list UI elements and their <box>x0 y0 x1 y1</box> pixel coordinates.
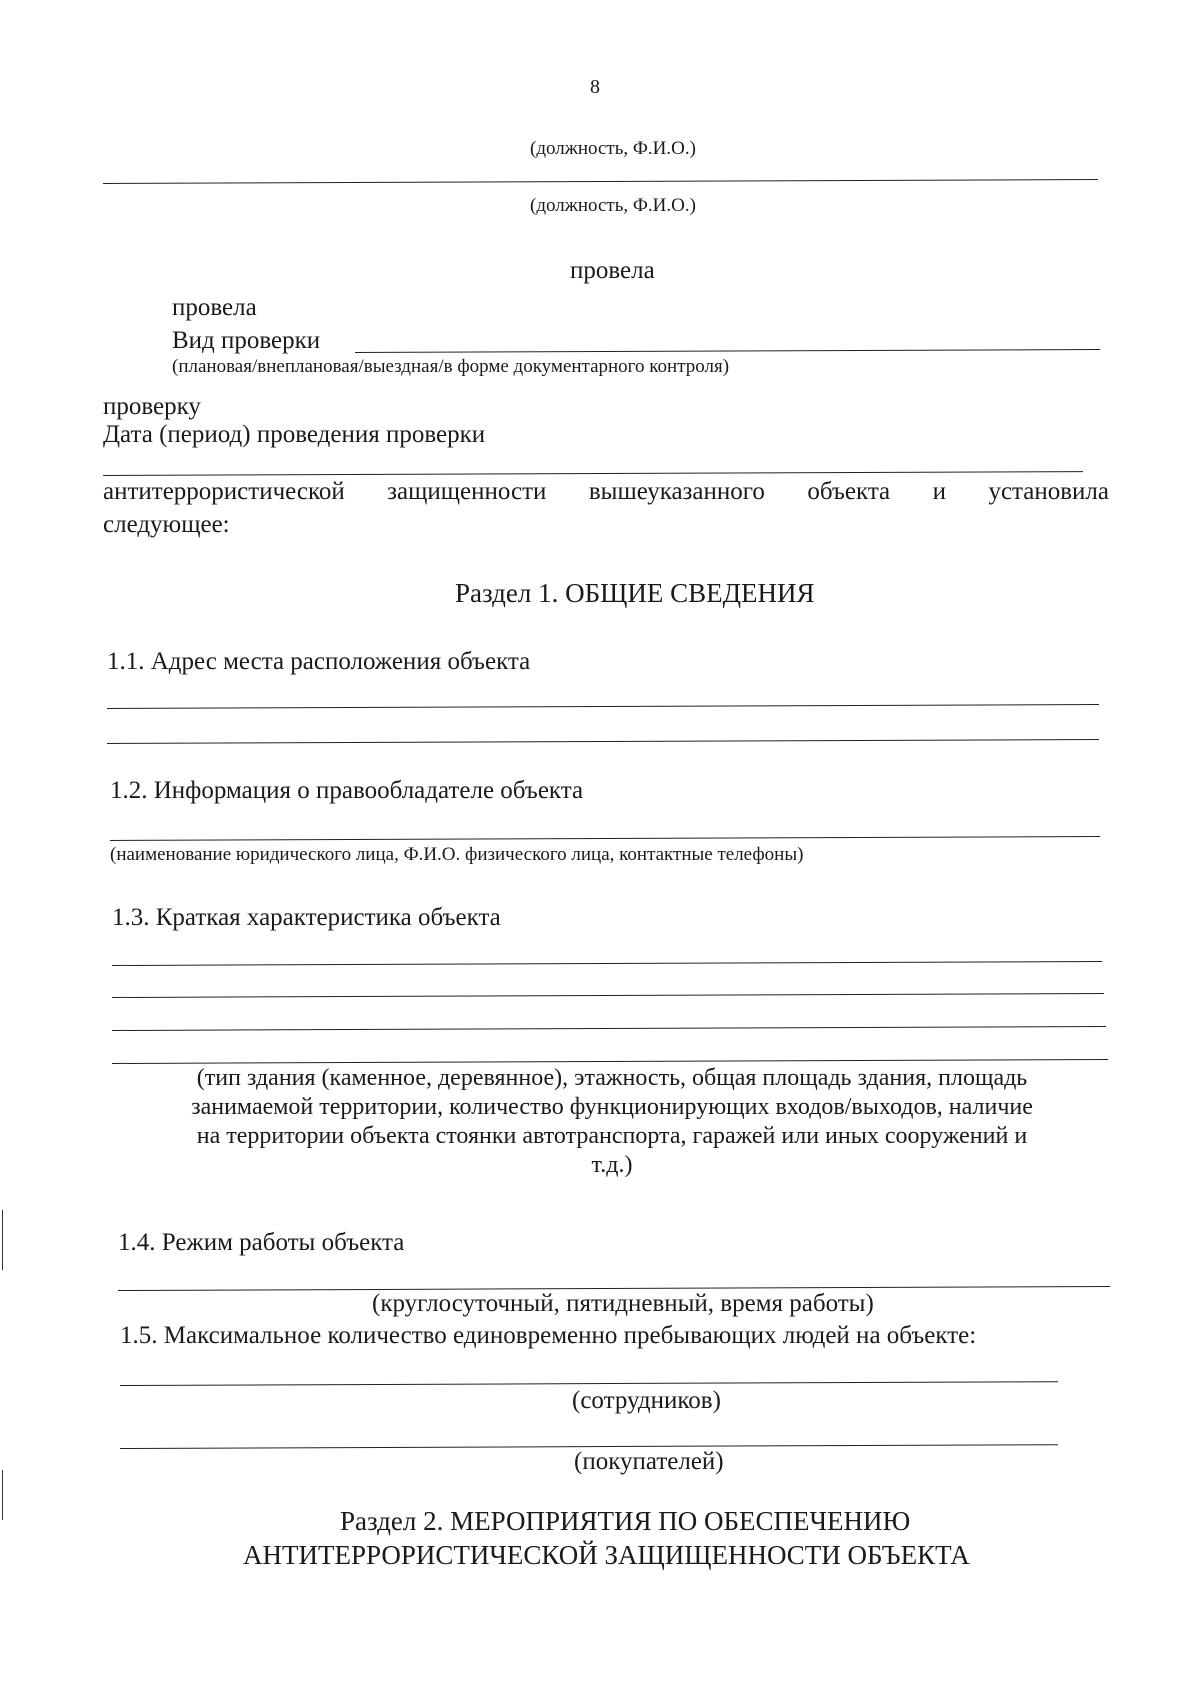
characteristics-hint-line-1: (тип здания (каменное, деревянное), этажность, общая площадь здания, площадь <box>196 1065 1028 1091</box>
owner-line <box>110 836 1100 841</box>
section2-title-line2: АНТИТЕРРОРИСТИЧЕСКОЙ ЗАЩИЩЕННОСТИ ОБЪЕКТА <box>243 1540 970 1570</box>
work-mode-label: 1.4. Режим работы объекта <box>118 1229 405 1256</box>
address-line-2 <box>107 739 1099 744</box>
protection-text-line1: антитеррористической защищенности вышеуказанного объекта и установила <box>103 478 1109 505</box>
customers-hint: (покупателей) <box>574 1448 724 1475</box>
inspection-text: проверку <box>103 393 201 420</box>
characteristics-hint <box>112 1064 1112 1180</box>
work-mode-hint: (круглосуточный, пятидневный, время работы) <box>372 1290 874 1317</box>
owner-label: 1.2. Информация о правообладателе объекта <box>110 777 584 804</box>
inspection-date-label: Дата (период) проведения проверки <box>103 421 486 448</box>
inspection-type-line <box>355 349 1100 353</box>
position-line <box>103 179 1098 184</box>
section2-title-line1: Раздел 2. МЕРОПРИЯТИЯ ПО ОБЕСПЕЧЕНИЮ <box>340 1506 911 1536</box>
characteristics-label: 1.3. Краткая характеристика объекта <box>112 904 501 931</box>
employees-hint: (сотрудников) <box>572 1387 721 1414</box>
inspection-type-hint: (плановая/внеплановая/выездная/в форме документарного контроля) <box>172 356 730 377</box>
employees-line <box>120 1381 1058 1386</box>
characteristics-line-2 <box>112 993 1104 998</box>
position-caption-2: (должность, Ф.И.О.) <box>530 195 696 216</box>
characteristics-line-3 <box>112 1026 1106 1031</box>
scan-edge-mark <box>2 1470 3 1520</box>
owner-hint: (наименование юридического лица, Ф.И.О. физического лица, контактные телефоны) <box>110 844 804 865</box>
page-number: 8 <box>590 76 600 98</box>
characteristics-hint-line-3: на территории объекта стоянки автотранспорта, гаражей или иных сооружений и <box>196 1123 1028 1149</box>
characteristics-line-1 <box>112 961 1102 966</box>
position-caption-1: (должность, Ф.И.О.) <box>530 138 696 159</box>
address-line-1 <box>107 704 1099 709</box>
conducted-centered-text: провела <box>570 257 655 284</box>
characteristics-hint-line-2: занимаемой территории, количество функционирующих входов/выходов, наличие <box>191 1094 1033 1120</box>
section1-title: Раздел 1. ОБЩИЕ СВЕДЕНИЯ <box>455 578 815 608</box>
conducted-text: провела <box>172 294 257 321</box>
protection-text-line2: следующее: <box>103 511 230 538</box>
address-label: 1.1. Адрес места расположения объекта <box>107 648 531 675</box>
max-people-label: 1.5. Максимальное количество единовременно пребывающих людей на объекте: <box>120 1322 977 1349</box>
inspection-date-line <box>103 471 1083 476</box>
characteristics-hint-line-4: т.д.) <box>591 1152 633 1178</box>
scan-edge-mark <box>2 1210 3 1270</box>
inspection-type-label: Вид проверки <box>172 327 321 354</box>
